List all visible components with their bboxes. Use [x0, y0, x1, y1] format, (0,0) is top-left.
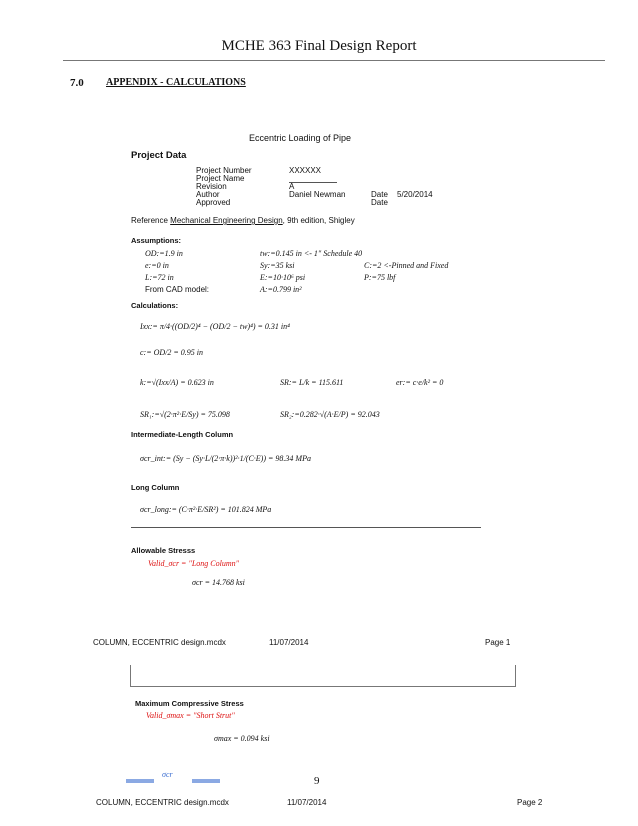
- assumption-p: P:=75 lbf: [364, 273, 396, 282]
- sheet-page-frame: [130, 665, 516, 687]
- project-date-label: Date: [371, 198, 388, 207]
- footer-filename: COLUMN, ECCENTRIC design.mcdx: [96, 798, 229, 807]
- max-stress-valid: Valid_σmax = "Short Strut": [146, 711, 235, 720]
- project-date-label: Date: [371, 190, 388, 199]
- assumption-e: e:=0 in: [145, 261, 169, 270]
- assumption-l: L:=72 in: [145, 273, 174, 282]
- reference-prefix: Reference: [131, 216, 168, 225]
- eq-sigma-long: σcr_long:= (C·π²·E/SR²) = 101.824 MPa: [140, 505, 272, 514]
- assumption-sy: Sy:=35 ksi: [260, 261, 295, 270]
- eq-sr1: SR₁:=√(2·π²·E/Sy) = 75.098: [140, 410, 230, 419]
- reference-line: [131, 216, 355, 225]
- project-label: Project Name: [196, 174, 245, 183]
- eq-er: er:= c·e/k² = 0: [396, 378, 444, 387]
- footer-date: 11/07/2014: [269, 638, 309, 647]
- project-date-value: 5/20/2014: [397, 190, 433, 199]
- partial-symbol: σcr: [162, 770, 173, 779]
- reference-suffix: , 9th edition, Shigley: [282, 216, 355, 225]
- allowable-heading: Allowable Stresss: [131, 546, 196, 555]
- partial-line-right: [192, 779, 220, 783]
- project-value: A: [289, 182, 295, 191]
- footer-date: 11/07/2014: [287, 798, 327, 807]
- section-title: APPENDIX - CALCULATIONS: [106, 77, 246, 88]
- assumptions-heading: Assumptions:: [131, 236, 182, 245]
- calculations-heading: Calculations:: [131, 301, 179, 310]
- project-data-heading: Project Data: [131, 150, 187, 161]
- intermediate-heading: Intermediate-Length Column: [131, 430, 234, 439]
- allowable-value: σcr = 14.768 ksi: [192, 578, 245, 587]
- assumption-od: OD:=1.9 in: [145, 249, 183, 258]
- footer-page: Page 2: [517, 798, 543, 807]
- project-label: Project Number: [196, 166, 252, 175]
- project-name-blank: [289, 182, 337, 183]
- allowable-valid: Valid_σcr = "Long Column": [148, 559, 239, 568]
- cad-area: A:=0.799 in²: [260, 285, 302, 294]
- assumption-modulus: E:=10·10⁶ psi: [260, 273, 306, 282]
- project-label: Approved: [196, 198, 231, 207]
- assumption-c: C:=2 <-Pinned and Fixed: [364, 261, 449, 270]
- report-header-title: MCHE 363 Final Design Report: [221, 38, 417, 54]
- footer-filename: COLUMN, ECCENTRIC design.mcdx: [93, 638, 226, 647]
- partial-line-left: [126, 779, 154, 783]
- sheet-title: Eccentric Loading of Pipe: [249, 133, 352, 143]
- eq-sigma-int: σcr_int:= (Sy − (Sy·L/(2·π·k))²·1/(C·E)) = 98.34 MPa: [140, 454, 311, 463]
- reference-book: Mechanical Engineering Design: [170, 216, 283, 225]
- assumption-tw: tw:=0.145 in <- 1" Schedule 40: [260, 249, 363, 258]
- project-value: Daniel Newman: [289, 190, 346, 199]
- eq-k: k:=√(Ixx/A) = 0.623 in: [140, 378, 214, 387]
- long-column-heading: Long Column: [131, 483, 180, 492]
- project-label: Author: [196, 190, 220, 199]
- project-label: Revision: [196, 182, 227, 191]
- eq-sr: SR:= L/k = 115.611: [280, 378, 344, 387]
- eq-sr2: SR₂:=0.282·√(A·E/P) = 92.043: [280, 410, 380, 419]
- project-value: XXXXXX: [289, 166, 322, 175]
- eq-ixx: Ixx:= π/4·((OD/2)⁴ − (OD/2 − tw)⁴) = 0.31 in⁴: [140, 322, 290, 331]
- region-divider: [131, 527, 481, 528]
- page-number: 9: [314, 775, 320, 787]
- header-rule: [63, 60, 605, 61]
- section-number: 7.0: [70, 77, 84, 89]
- eq-c: c:= OD/2 = 0.95 in: [140, 348, 204, 357]
- max-stress-heading: Maximum Compressive Stress: [135, 699, 244, 708]
- cad-label: From CAD model:: [145, 285, 210, 294]
- footer-page: Page 1: [485, 638, 511, 647]
- max-stress-value: σmax = 0.094 ksi: [214, 734, 270, 743]
